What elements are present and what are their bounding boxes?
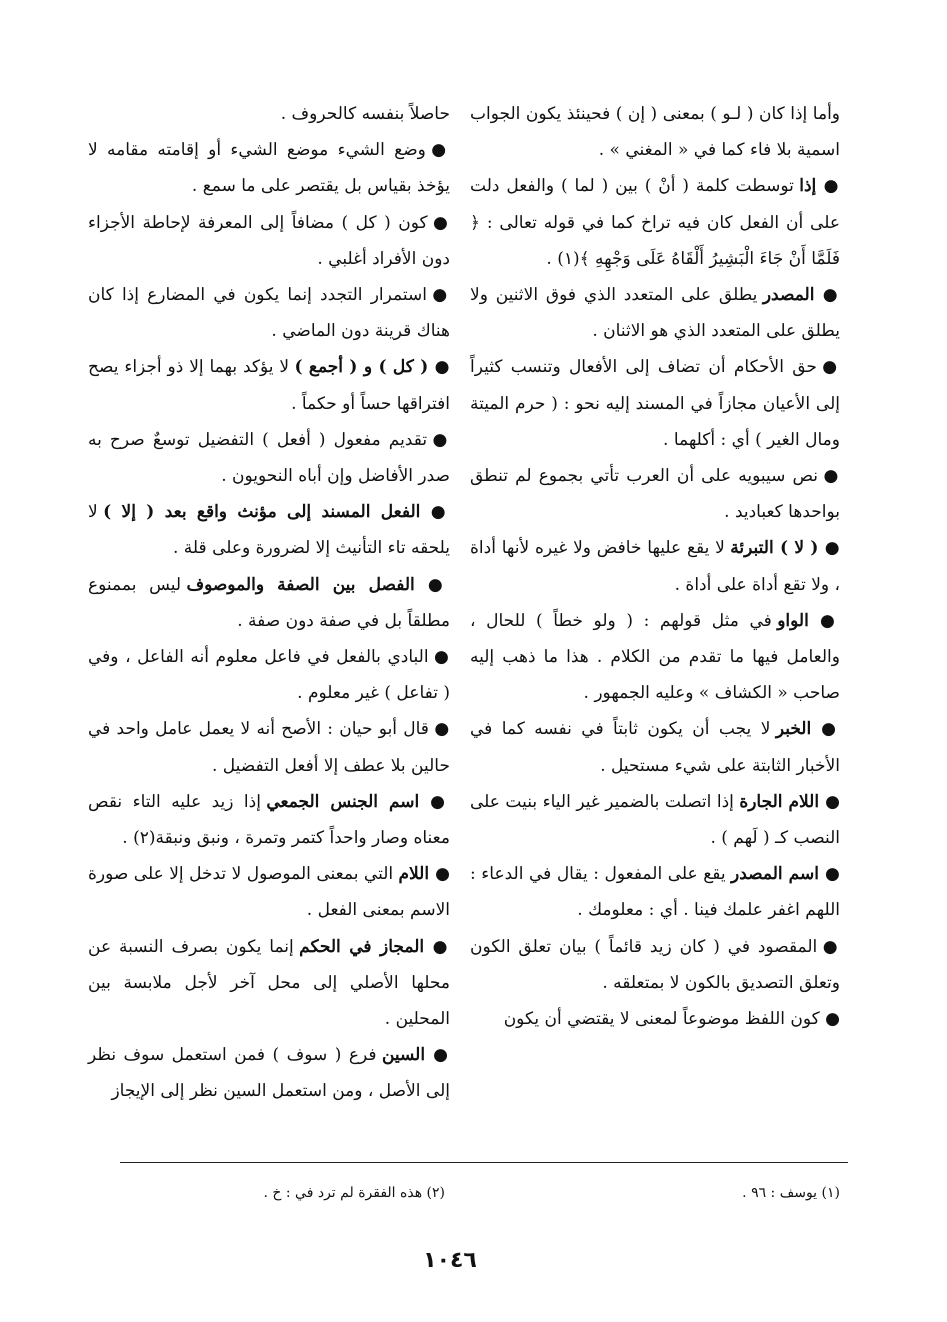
footnote-divider xyxy=(120,1162,848,1163)
paragraph xyxy=(88,205,450,277)
paragraph-lead: ● ( لا ) التبرئة xyxy=(730,538,840,559)
paragraph-text: قال أبو حيان : الأصح أنه لا يعمل عامل واحد في حالين بلا عطف إلا أفعل التفضيل . xyxy=(88,719,450,776)
paragraph-lead: ● xyxy=(434,719,450,740)
paragraph-lead: ● الواو xyxy=(777,610,840,631)
paragraph xyxy=(88,422,450,494)
paragraph-text: فرع ( سوف ) فمن استعمل سوف نظر إلى الأصل ، ومن استعمل السين نظر إلى الإيجاز xyxy=(88,1045,450,1102)
paragraph-lead: ● اللام الجارة xyxy=(739,791,840,812)
paragraph-text: لا يجب أن يكون ثابتاً في نفسه كما في الأخبار الثابتة على شيء مستحيل . xyxy=(470,719,840,776)
paragraph-text: إذا زيد عليه التاء نقص معناه وصار واحداً كتمر وتمرة ، ونبق ونبقة(٢) . xyxy=(88,791,450,849)
paragraph-text: يقع على المفعول : يقال في الدعاء : اللهم اغفر علمك فينا . أي : معلومك . xyxy=(470,864,840,921)
paragraph-text: إذا اتصلت بالضمير غير الياء بنيت على النصب كـ ( لَهم ) . xyxy=(470,791,840,849)
paragraph-lead: ● xyxy=(431,140,450,161)
paragraph-text: حاصلاً بنفسه كالحروف . xyxy=(280,104,450,124)
paragraph xyxy=(470,711,840,783)
paragraph-lead: ● الفعل المسند إلى مؤنث واقع بعد ( إلا ) xyxy=(103,502,450,523)
footnote-1: (١) يوسف : ٩٦ . xyxy=(742,1185,840,1201)
paragraph-lead: ● ( كل ) و ( أجمع ) xyxy=(294,357,450,378)
paragraph-text: لا يقع عليها خافض ولا غيره لأنها أداة ، ولا تقع أداة على أداة . xyxy=(470,538,840,595)
paragraph xyxy=(88,856,450,928)
paragraph-text: وضع الشيء موضع الشيء أو إقامته مقامه لا يؤخذ بقياس بل يقتصر على ما سمع . xyxy=(88,140,450,197)
paragraph-text: لا يلحقه تاء التأنيث إلا لضرورة وعلى قلة . xyxy=(88,502,450,559)
paragraph-lead: ● السين xyxy=(381,1045,450,1066)
paragraph xyxy=(88,96,450,132)
paragraph-lead: ● إذا xyxy=(799,176,840,197)
paragraph xyxy=(88,929,450,1038)
paragraph xyxy=(470,784,840,856)
paragraph-lead: ● xyxy=(822,357,840,378)
paragraph-lead: ● اللام xyxy=(398,864,450,885)
paragraph-lead: ● المصدر xyxy=(762,285,841,306)
paragraph-text: يطلق على المتعدد الذي فوق الاثنين ولا يطلق على المتعدد الذي هو الاثنان . xyxy=(470,285,840,342)
paragraph-text: في مثل قولهم : ( ولو خطاً ) للحال ، والعامل فيها ما تقدم من الكلام . هذا ما ذهب إليه صاحب « الكشاف » وعليه الجمهور . xyxy=(470,610,840,704)
paragraph xyxy=(470,1001,840,1037)
paragraph xyxy=(88,567,450,639)
paragraph xyxy=(88,494,450,566)
paragraph xyxy=(88,132,450,204)
paragraph-lead: ● اسم المصدر xyxy=(731,864,840,885)
paragraph xyxy=(88,349,450,421)
paragraph-text: نص سيبويه على أن العرب تأتي بجموع لم تنطق بواحدها كعباديد . xyxy=(470,466,840,523)
paragraph xyxy=(470,530,840,602)
paragraph xyxy=(470,277,840,349)
paragraph xyxy=(88,711,450,783)
paragraph-lead: ● xyxy=(432,285,450,306)
paragraph xyxy=(470,929,840,1001)
paragraph xyxy=(88,277,450,349)
paragraph-text: لا يؤكد بهما إلا ذو أجزاء يصح افتراقها حساً أو حكماً . xyxy=(88,357,450,414)
paragraph-text: وأما إذا كان ( لـو ) بمعنى ( إن ) فحينئذ يكون الجواب اسمية بلا فاء كما في « المغني » . xyxy=(470,104,840,161)
paragraph-lead: ● الفصل بين الصفة والموصوف xyxy=(186,574,450,595)
paragraph xyxy=(88,1037,450,1109)
paragraph xyxy=(88,639,450,711)
paragraph-lead: ● xyxy=(822,936,841,957)
paragraph xyxy=(470,168,840,277)
left-text-column xyxy=(88,96,450,1110)
paragraph xyxy=(88,784,450,856)
paragraph xyxy=(470,349,840,458)
paragraph-text: إنما يكون بصرف النسبة عن محلها الأصلي إلى محل آخر لأجل ملابسة بين المحلين . xyxy=(88,936,450,1030)
paragraph xyxy=(470,603,840,712)
paragraph-text: البادي بالفعل في فاعل معلوم أنه الفاعل ، وفي ( تفاعل ) غير معلوم . xyxy=(88,647,450,704)
paragraph xyxy=(470,96,840,168)
paragraph-lead: ● المجاز في الحكم xyxy=(299,936,450,957)
paragraph-text: كون ( كل ) مضافاً إلى المعرفة لإحاطة الأجزاء دون الأفراد أغلبي . xyxy=(88,212,450,269)
paragraph-text: استمرار التجدد إنما يكون في المضارع إذا كان هناك قرينة دون الماضي . xyxy=(88,285,450,342)
paragraph-lead: ● اسم الجنس الجمعي xyxy=(266,791,450,812)
paragraph-lead: ● xyxy=(433,647,450,668)
paragraph-text: حق الأحكام أن تضاف إلى الأفعال وتنسب كثيراً إلى الأعيان مجازاً في المسند إليه نحو : ( حرم الميتة ومال الغير ) أي : أكلهما . xyxy=(470,357,840,450)
paragraph-text: المقصود في ( كان زيد قائماً ) بيان تعلق الكون وتعلق التصديق بالكون لا بمتعلقه . xyxy=(470,936,840,993)
footnote-2: (٢) هذه الفقرة لم ترد في : خ . xyxy=(263,1185,445,1201)
paragraph-text: توسطت كلمة ( أنْ ) بين ( لما ) والفعل دلت على أن الفعل كان فيه تراخ كما في قوله تعالى : ﴿ فَلَمَّا أَنْ جَاءَ الْبَشِيرُ أَلْقَاهُ عَلَى وَجْهِهِ ﴾(١) . xyxy=(470,176,840,269)
paragraph xyxy=(470,458,840,530)
paragraph xyxy=(470,856,840,928)
paragraph-lead: ● xyxy=(823,466,840,487)
paragraph-lead: ● الخبر xyxy=(775,719,841,740)
paragraph-text: كون اللفظ موضوعاً لمعنى لا يقتضي أن يكون xyxy=(503,1009,826,1030)
paragraph-lead: ● xyxy=(432,429,451,450)
paragraph-text: التي بمعنى الموصول لا تدخل إلا على صورة الاسم بمعنى الفعل . xyxy=(88,864,450,921)
paragraph-text: ليس بممنوع مطلقاً بل في صفة دون صفة . xyxy=(88,574,450,631)
page-number: ١٠٤٦ xyxy=(423,1248,477,1273)
paragraph-lead: ● xyxy=(825,1009,840,1030)
paragraph-lead: ● xyxy=(433,212,450,233)
paragraph-text: تقديم مفعول ( أفعل ) التفضيل توسعٌ صرح به صدر الأفاضل وإن أباه النحويون . xyxy=(88,429,450,487)
right-text-column xyxy=(470,96,840,1037)
